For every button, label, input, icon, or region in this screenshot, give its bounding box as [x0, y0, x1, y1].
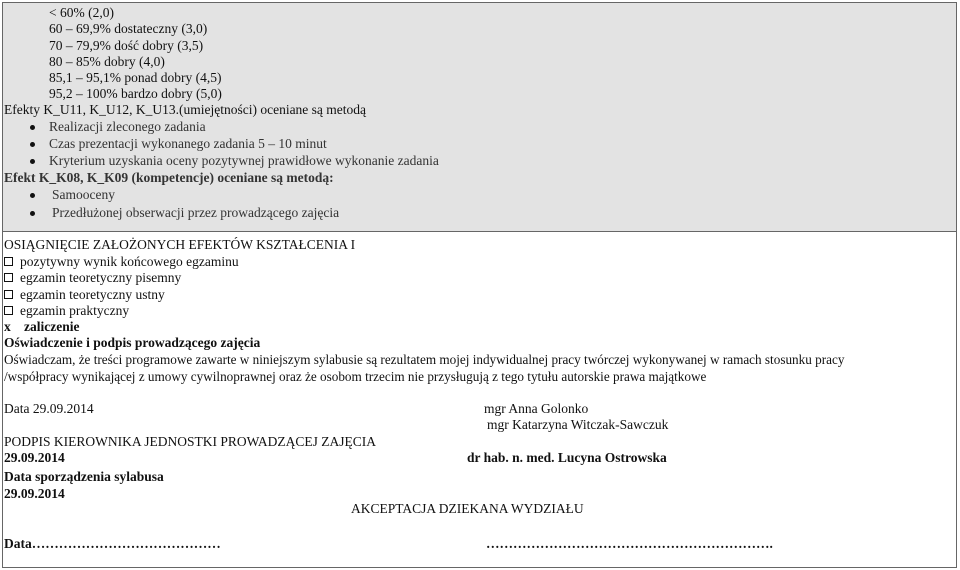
skills-heading: Efekty K_U11, K_U12, K_U13.(umiejętności) oceniane są metodą — [4, 102, 367, 117]
checkbox-empty[interactable] — [4, 273, 13, 282]
dean-date-field: Data…………………………………… — [4, 536, 221, 551]
skills-item-2: Czas prezentacji wykonanego zadania 5 – 10 minut — [49, 136, 327, 151]
grade-line-2: 60 – 69,9% dostateczny (3,0) — [49, 21, 208, 36]
option-label-4: egzamin praktyczny — [20, 303, 130, 318]
bullet-icon — [30, 142, 35, 147]
lecturer-name-2: mgr Katarzyna Witczak-Sawczuk — [487, 417, 669, 432]
option-label-1: pozytywny wynik końcowego egzaminu — [20, 254, 239, 269]
declaration-heading: Oświadczenie i podpis prowadzącego zajęcia — [4, 335, 261, 350]
competences-item-1: Samooceny — [52, 187, 115, 202]
checkbox-empty[interactable] — [4, 257, 13, 266]
head-signature-heading: PODPIS KIEROWNIKA JEDNOSTKI PROWADZĄCEJ ZAJĘCIA — [4, 434, 377, 449]
selected-mark: x — [4, 319, 11, 334]
dean-acceptance-heading: AKCEPTACJA DZIEKANA WYDZIAŁU — [351, 501, 584, 516]
head-name: dr hab. n. med. Lucyna Ostrowska — [467, 450, 667, 465]
signature-date: Data 29.09.2014 — [4, 401, 94, 416]
selected-option-label: zaliczenie — [24, 319, 80, 334]
bullet-icon — [30, 159, 35, 164]
checkbox-empty[interactable] — [4, 306, 13, 315]
bullet-icon — [30, 125, 35, 130]
dean-signature-line: ………………………………………………………. — [486, 536, 773, 551]
grade-line-6: 95,2 – 100% bardzo dobry (5,0) — [49, 86, 222, 101]
checkbox-empty[interactable] — [4, 290, 13, 299]
grade-line-3: 70 – 79,9% dość dobry (3,5) — [49, 38, 204, 53]
declaration-line-1: Oświadczam, że treści programowe zawarte w niniejszym sylabusie są rezultatem mojej indywidualnej pracy twórczej wykonywanej w ramach stosunku pracy — [4, 352, 845, 367]
head-signature-date: 29.09.2014 — [4, 450, 65, 465]
prep-date: 29.09.2014 — [4, 486, 65, 501]
skills-item-1: Realizacji zleconego zadania — [49, 119, 206, 134]
bullet-icon — [30, 211, 35, 216]
prep-date-heading: Data sporządzenia sylabusa — [4, 469, 164, 484]
competences-heading: Efekt K_K08, K_K09 (kompetencje) oceniane są metodą: — [4, 170, 334, 185]
option-label-3: egzamin teoretyczny ustny — [20, 287, 165, 302]
outcomes-heading: OSIĄGNIĘCIE ZAŁOŻONYCH EFEKTÓW KSZTAŁCENIA I — [4, 237, 356, 252]
declaration-line-2: /współpracy wynikającej z umowy cywilnoprawnej oraz że osobom trzecim nie przysługują z tego tytułu autorskie prawa majątkowe — [4, 369, 707, 384]
grade-line-5: 85,1 – 95,1% ponad dobry (4,5) — [49, 70, 222, 85]
lecturer-name-1: mgr Anna Golonko — [484, 401, 589, 416]
skills-item-3: Kryterium uzyskania oceny pozytywnej prawidłowe wykonanie zadania — [49, 153, 439, 168]
grade-line-4: 80 – 85% dobry (4,0) — [49, 54, 165, 69]
grade-line-1: < 60% (2,0) — [49, 5, 114, 20]
bullet-icon — [30, 193, 35, 198]
option-label-2: egzamin teoretyczny pisemny — [20, 270, 182, 285]
competences-item-2: Przedłużonej obserwacji przez prowadzącego zajęcia — [52, 205, 340, 220]
